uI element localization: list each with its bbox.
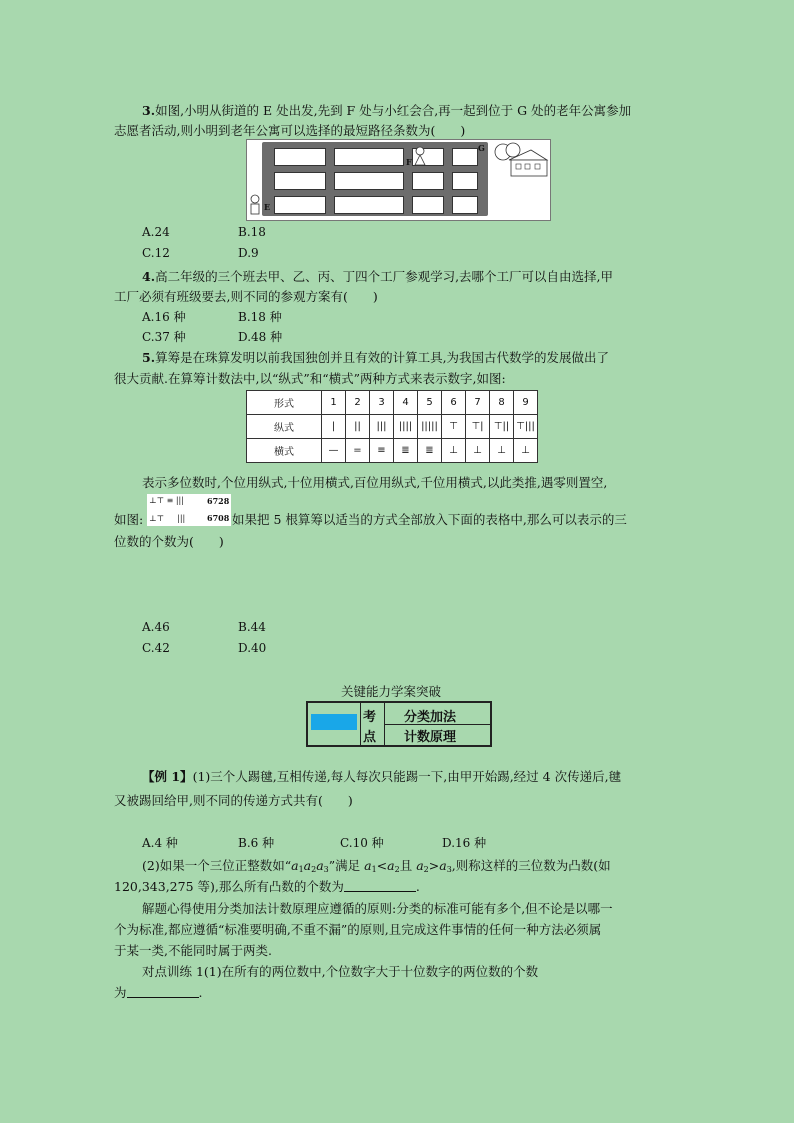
example1-option-b: B.6 种 xyxy=(238,836,275,850)
counting-rods-table xyxy=(246,390,538,463)
map-block xyxy=(412,196,444,214)
tip-line1: 解题心得使用分类加法计数原理应遵循的原则:分类的标准可能有多个,但不论是以哪一 xyxy=(142,901,613,916)
q3-option-d: D.9 xyxy=(238,246,259,260)
answer-blank[interactable] xyxy=(127,986,199,998)
tip-line3: 于某一类,不能同时属于两类. xyxy=(114,943,272,958)
example1-option-c: C.10 种 xyxy=(340,836,384,850)
rod-cell: ⊤| xyxy=(466,415,490,439)
training-line2: 为 . xyxy=(114,985,203,1000)
example1-line2: 又被踢回给甲,则不同的传递方式共有( ) xyxy=(114,793,353,808)
kaodian-char-2: 点 xyxy=(363,730,377,745)
divider xyxy=(360,703,361,745)
q5-line5: 位数的个数为( ) xyxy=(114,534,224,549)
map-block xyxy=(452,196,478,214)
q4-option-a: A.16 种 xyxy=(142,310,186,324)
rod-cell: |||| xyxy=(394,415,418,439)
example1-line1: 【例 1】(1)三个人踢毽,互相传递,每人每次只能踢一下,由甲开始踢,经过 4 次传递后,毽 xyxy=(142,769,622,784)
rod-cell: — xyxy=(322,439,346,463)
q3-option-b: B.18 xyxy=(238,225,266,239)
training-line1: 对点训练 1(1)在所有的两位数中,个位数字大于十位数字的两位数的个数 xyxy=(142,964,539,979)
example-rods-2: ⊥⊤ ||| xyxy=(149,514,186,523)
q5-line3: 表示多位数时,个位用纵式,十位用横式,百位用纵式,千位用横式,以此类推,遇零则置空, xyxy=(142,475,608,490)
example1-tag: 【例 1】 xyxy=(142,769,193,784)
example-value-1: 6728 xyxy=(207,496,230,506)
topic-line-1: 分类加法 xyxy=(404,710,457,725)
q5-option-b: B.44 xyxy=(238,620,266,634)
digit-cell: 5 xyxy=(418,391,442,415)
digit-cell: 7 xyxy=(466,391,490,415)
label-F: F xyxy=(406,157,412,167)
street-grid xyxy=(262,142,488,216)
map-block xyxy=(274,196,326,214)
example1-option-a: A.4 种 xyxy=(142,836,178,850)
map-block xyxy=(334,196,404,214)
q5-line1: 5.算筹是在珠算发明以前我国独创并且有效的计算工具,为我国古代数学的发展做出了 xyxy=(142,350,610,365)
rod-cell: ||| xyxy=(370,415,394,439)
rod-cell: ⊥ xyxy=(442,439,466,463)
boy-figure-icon xyxy=(247,194,263,218)
q3-option-a: A.24 xyxy=(142,225,170,239)
rod-cell: ≣ xyxy=(394,439,418,463)
digit-cell: 9 xyxy=(514,391,538,415)
tip-line2: 个为标准,都应遵循“标准要明确,不重不漏”的原则,且完成这件事情的任何一种方法必须属 xyxy=(114,922,602,937)
q3-line1: 3.如图,小明从街道的 E 处出发,先到 F 处与小红会合,再一起到位于 G 处的老年公寓参加 xyxy=(142,103,632,118)
girl-figure-icon xyxy=(413,146,427,166)
q5-line4-suffix: 如果把 5 根算筹以适当的方式全部放入下面的表格中,那么可以表示的三 xyxy=(232,512,627,527)
example1-option-d: D.16 种 xyxy=(442,836,487,850)
map-block xyxy=(452,172,478,190)
rod-cell: ⊥ xyxy=(490,439,514,463)
row-label-vertical: 纵式 xyxy=(247,415,322,439)
map-block xyxy=(274,148,326,166)
q5-number: 5. xyxy=(142,350,156,365)
q5-line4-prefix: 如图: xyxy=(114,512,144,527)
topic-line-2: 计数原理 xyxy=(404,730,457,745)
digit-cell: 8 xyxy=(490,391,514,415)
digit-cell: 4 xyxy=(394,391,418,415)
apartment-building-icon xyxy=(491,142,549,178)
kaodian-badge xyxy=(311,714,357,730)
label-E: E xyxy=(264,202,271,212)
table-header-label: 形式 xyxy=(247,391,322,415)
rod-cell: ⊤|| xyxy=(490,415,514,439)
q3-line2: 志愿者活动,则小明到老年公寓可以选择的最短路径条数为( ) xyxy=(114,123,466,138)
digit-cell: 3 xyxy=(370,391,394,415)
rod-cell: ⊤||| xyxy=(514,415,538,439)
kaodian-box xyxy=(306,701,492,747)
q4-option-c: C.37 种 xyxy=(142,330,186,344)
q4-line2: 工厂必须有班级要去,则不同的参观方案有( ) xyxy=(114,289,378,304)
rod-cell: ⊥ xyxy=(466,439,490,463)
map-block xyxy=(412,172,444,190)
street-map-figure xyxy=(246,139,551,221)
row-label-horizontal: 横式 xyxy=(247,439,322,463)
answer-blank[interactable] xyxy=(344,880,416,892)
q4-number: 4. xyxy=(142,269,156,284)
rod-cell: ⊥ xyxy=(514,439,538,463)
rod-cell: ||||| xyxy=(418,415,442,439)
q3-number: 3. xyxy=(142,103,156,118)
kaodian-char-1: 考 xyxy=(363,710,377,725)
example-value-2: 6708 xyxy=(207,513,230,523)
q4-line1: 4.高二年级的三个班去甲、乙、丙、丁四个工厂参观学习,去哪个工厂可以自由选择,甲 xyxy=(142,269,614,284)
table-row xyxy=(247,415,538,439)
table-row xyxy=(247,439,538,463)
digit-cell: 6 xyxy=(442,391,466,415)
table-row xyxy=(247,391,538,415)
map-block xyxy=(452,148,478,166)
q5-option-a: A.46 xyxy=(142,620,170,634)
q4-option-b: B.18 种 xyxy=(238,310,282,324)
rod-cell: | xyxy=(322,415,346,439)
rod-cell: || xyxy=(346,415,370,439)
q5-option-d: D.40 xyxy=(238,641,267,655)
label-G: G xyxy=(478,143,485,153)
example-rods-1: ⊥⊤ ≡ ||| xyxy=(149,496,184,505)
rod-cell: ⊤ xyxy=(442,415,466,439)
digit-cell: 2 xyxy=(346,391,370,415)
section-title: 关键能力学案突破 xyxy=(341,684,442,699)
q3-option-c: C.12 xyxy=(142,246,170,260)
q5-option-c: C.42 xyxy=(142,641,170,655)
digit-cell: 1 xyxy=(322,391,346,415)
example1-part2-line1: (2)如果一个三位正整数如“$a_1a_2a_3$”满足 $a_1<a_2$且 $a_2>a_3$,则称这样的三位数为凸数(如 xyxy=(142,858,611,874)
example1-part2-line2: 120,343,275 等),那么所有凸数的个数为 . xyxy=(114,879,420,894)
rod-number-example xyxy=(147,494,231,526)
rod-cell: ≡ xyxy=(370,439,394,463)
map-block xyxy=(334,172,404,190)
q4-option-d: D.48 种 xyxy=(238,330,283,344)
map-block xyxy=(334,148,404,166)
rod-cell: ≣ xyxy=(418,439,442,463)
map-block xyxy=(274,172,326,190)
rod-cell: = xyxy=(346,439,370,463)
q5-line2: 很大贡献.在算筹计数法中,以“纵式”和“横式”两种方式来表示数字,如图: xyxy=(114,371,506,386)
